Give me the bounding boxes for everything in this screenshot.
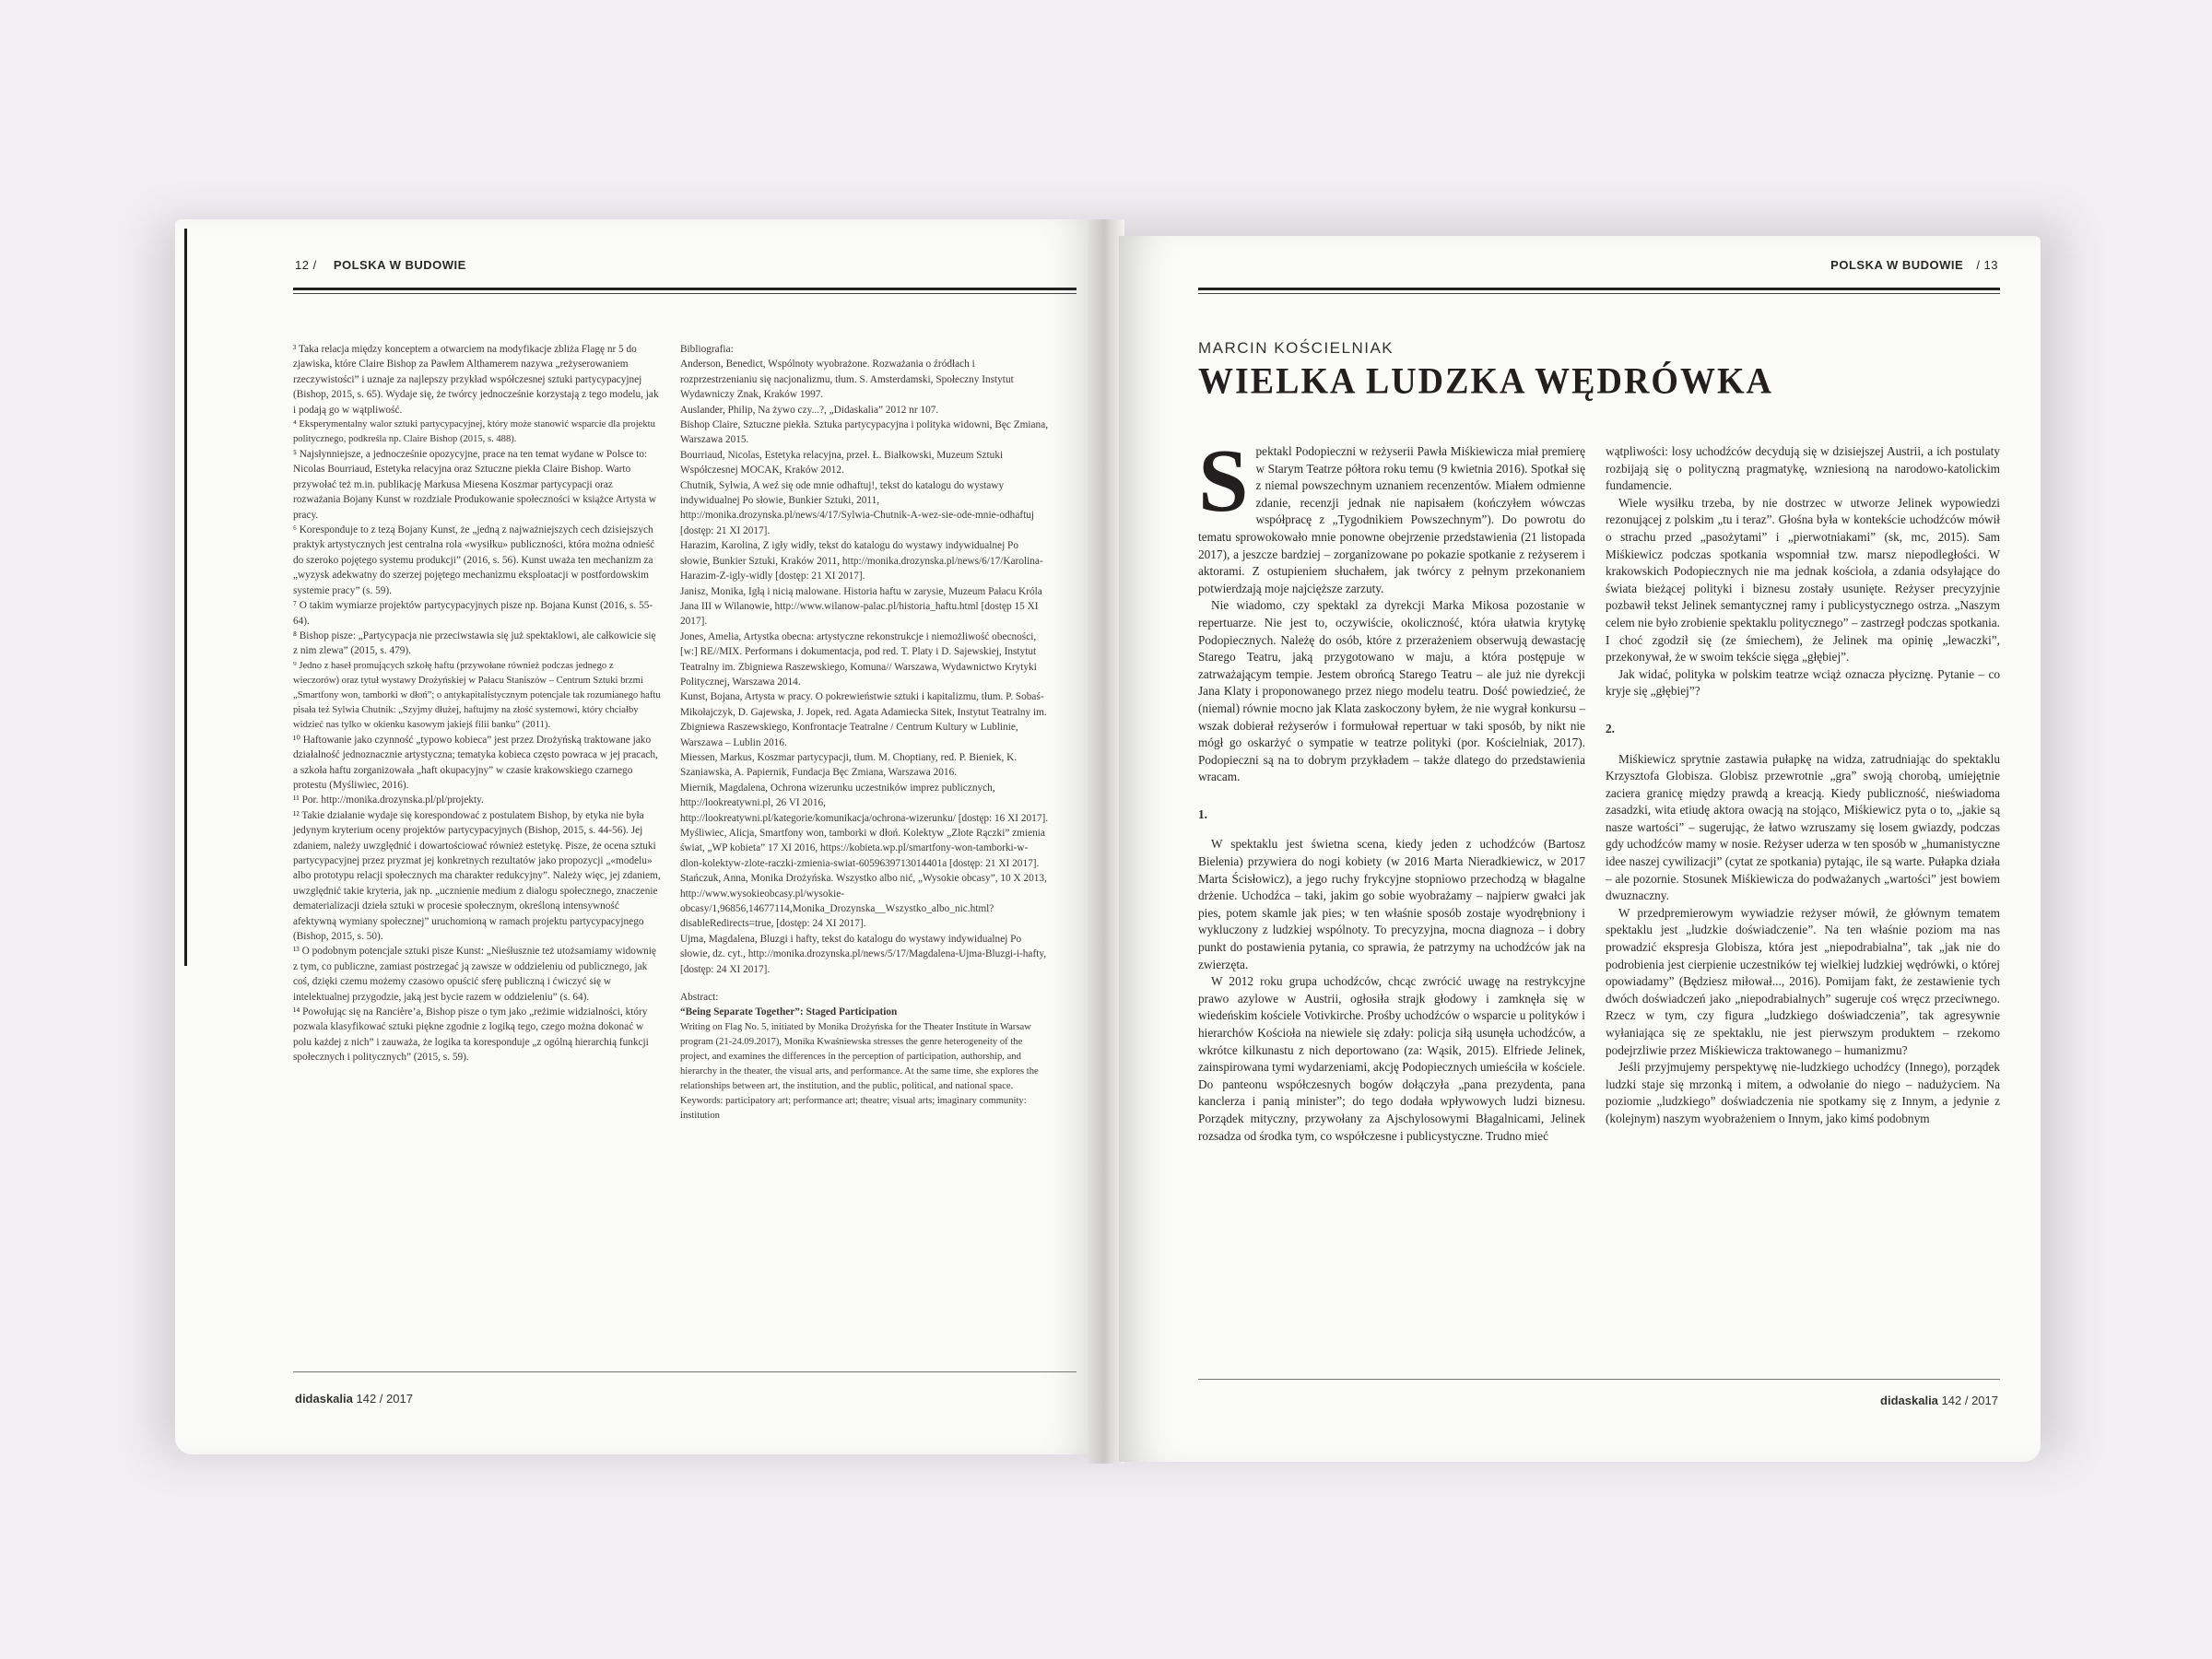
bibliography-entry: Miernik, Magdalena, Ochrona wizerunku uczestników imprez publicznych, http://lookreatywni.pl, 26 VI 2016, http://lookreatywni.pl/kategorie/komunikacja/ochrona-wizerunku/ [dostęp: 16 XI 2017]. xyxy=(680,782,1049,824)
footnote: ⁶ Koresponduje to z tezą Bojany Kunst, że „jedną z najważniejszych cech dzisiejszych praktyk artystycznych jest centralna rola «wysiłku» publiczności, która można odnieść do szeroko pojętego systemu produkcji” (2016, s. 56). Kunst uważa ten mechanizm za „wyzysk adekwatny do szerzej pojętego mechanizmu eksploatacji w postfordowskim systemie pracy” (s. 59). xyxy=(293,524,655,596)
paragraph: Jeśli przyjmujemy perspektywę nie-ludzkiego uchodźcy (Innego), porządek ludzki staje się mrzonką i mitem, a odwołanie do niego – nadużyciem. Na poziomie „ludzkiego” doświadczenia nie spotkamy się z Innym, a jedynie z (kolejnym) naszym wyobrażeniem o Innym, jako kimś podobnym xyxy=(1606,1060,2000,1125)
header-rule xyxy=(1198,288,2000,290)
footnote: ¹² Takie działanie wydaje się korespondować z postulatem Bishop, by etyka nie była jedynym kryterium oceny projektów partycypacyjnych (Bishop, 2015, s. 44-56). Jej zdaniem, należy uwzględnić i dowartościować również estetykę. Pisze, że ocena sztuki partycypacyjnej przez pryzmat jej konkretnych rezultatów jako propozycji „«modelu» albo prototypu relacji społecznych ma charakter redukcyjny”. Należy więc, jej zdaniem, uwzględnić takie kryteria, jak np. „ucznienie medium z dialogu społecznego, znaczenie dematerializacji dzieła sztuki w procesie społecznym, określoną intensywność afektywną wymiany społecznej” uruchomioną w ramach projektu partycypacyjnego (Bishop, 2015, s. 50). xyxy=(293,809,661,942)
abstract-title: “Being Separate Together”: Staged Participation xyxy=(680,1006,898,1018)
page-number: 12 / xyxy=(295,258,317,272)
footnote: ³ Taka relacja między konceptem a otwarciem na modyfikacje zbliża Flagę nr 5 do zjawiska, które Claire Bishop za Pawłem Althamerem nazywa „reżyserowaniem rzeczywistości” i uznaje za najlepszy przykład współczesnej sztuki partycypacyjnej (Bishop, 2015, s. 65). Wydaje się, że twórcy jednocześnie korzystają z tego modelu, jak i podają go w wątpliwość. xyxy=(293,344,659,416)
bibliography-entry: Chutnik, Sylwia, A weź się ode mnie odhaftuj!, tekst do katalogu do wystawy indywidualnej Po słowie, Bunkier Sztuki, 2011, http://monika.drozynska.pl/news/4/17/Sylwia-Chutnik-A-wez-sie-ode-mnie-odhaftuj [dostęp: 21 XI 2017]. xyxy=(680,479,1035,536)
bibliography-entry: Stańczuk, Anna, Monika Drożyńska. Wszystko albo nić, „Wysokie obcasy”, 10 X 2013, http://www.wysokieobcasy.pl/wysokie-obcasy/1,96856,14677114,Monika_Drozynska__Wszystko_albo_nic.html?disableRedirects=true, [dostęp: 24 XI 2017]. xyxy=(680,873,1047,930)
footer-right xyxy=(1880,1394,1998,1407)
bibliography-entry: Janisz, Monika, Igłą i nicią malowane. Historia haftu w zarysie, Muzeum Pałacu Króla Jana III w Wilanowie, http://www.wilanow-palac.pl/historia_haftu.html [dostęp 15 XI 2017]. xyxy=(680,585,1042,628)
footnote: ¹⁰ Haftowanie jako czynność „typowo kobieca” jest przez Drożyńską traktowane jako działalność jednoznacznie artystyczna; tematyka kobieca często powraca w jej pracach, a szkoła haftu zorganizowała „haft okupacyjny” w czasie krakowskiego czarnego protestu (Myśliwiec, 2016). xyxy=(293,734,658,791)
bibliography-entry: Miessen, Markus, Koszmar partycypacji, tłum. M. Choptiany, red. P. Bieniek, K. Szaniawska, A. Papiernik, Fundacja Bęc Zmiana, Warszawa 2016. xyxy=(680,751,1018,779)
bibliography-entry: Jones, Amelia, Artystka obecna: artystyczne rekonstrukcje i niemożliwość obecności, [w:] RE//MIX. Performans i dokumentacja, pod red. T. Platy i D. Sajewskiej, Instytut Teatralny im. Zbigniewa Raszewskiego, Komuna// Warszawa, Wydawnictwo Krytyki Politycznej, Warszawa 2014. xyxy=(680,630,1037,688)
journal-name: didaskalia xyxy=(1880,1394,1938,1407)
section-number: 1. xyxy=(1198,806,1207,821)
section-number: 2. xyxy=(1606,721,1615,735)
left-page xyxy=(175,219,1097,1454)
paragraph: pektakl Podopieczni w reżyserii Pawła Miśkiewicza miał premierę w Starym Teatrze półtora roku temu (9 kwietnia 2016). Spotkał się z niemal powszechnym uznaniem recenzentów. Miałem odmienne zdanie, recenzji jednak nie napisałem (kończyłem wówczas współpracę z „Tygodnikiem Powszechnym”). Do powrotu do tematu sprowokowało mnie ponowne obejrzenie przedstawienia (21 listopada 2017), a jeszcze bardziej – zorganizowane po pokazie spotkanie z reżyserem i aktorami. Z ostupieniem słuchałem, jak twórcy z pełnym przekonaniem potwierdzają moje najcięższe zarzuty. xyxy=(1198,444,1585,595)
running-header-right xyxy=(1830,258,1998,272)
footnote: ⁸ Bishop pisze: „Partycypacja nie przeciwstawia się już spektaklowi, ale całkowicie się z nim zlewa” (2015, s. 479). xyxy=(293,629,656,657)
right-page xyxy=(1119,236,2041,1462)
bibliography-entry: Anderson, Benedict, Wspólnoty wyobrażone. Rozważania o źródłach i rozprzestrzenianiu się nacjonalizmu, tłum. S. Amsterdamski, Społeczny Instytut Wydawniczy Znak, Kraków 1997. xyxy=(680,359,1014,401)
footnotes-column xyxy=(293,342,662,1065)
bibliography-entry: Bourriaud, Nicolas, Estetyka relacyjna, przeł. Ł. Białkowski, Muzeum Sztuki Współczesnej MOCAK, Kraków 2012. xyxy=(680,449,1004,477)
paragraph: wątpliwości: losy uchodźców decydują się w dzisiejszej Austrii, a ich postulaty rozbijają się o polityczną pragmatykę, wzniesioną na narodowo-katolickim fundamencie. xyxy=(1606,444,2000,493)
bibliography-entry: Bishop Claire, Sztuczne piekła. Sztuka partycypacyjna i polityka widowni, Bęc Zmiana, Warszawa 2015. xyxy=(680,419,1049,446)
article-column-2 xyxy=(1606,443,2000,1128)
paragraph: Nie wiadomo, czy spektakl za dyrekcji Marka Mikosa pozostanie w repertuarze. Nie jest to, oczywiście, okoliczność, która ułatwia krytykę Podopiecznych. Należę do osób, które z przerażeniem obserwują dewastację Starego Teatru, jaką przygotowano w maju, a która postępuje w zatrważającym tempie. Jestem obrońcą Starego Teatru – ale już nie dyrekcji Jana Klaty i proponowanego przez niego modelu teatru. Dość powiedzieć, że (niemal) równie mocno jak Klata zaskoczony byłem, że nie wygrał konkursu – wszak dobierał reżyserów i formułował repertuar w taki sposób, by nikt nie mógł go oskarżyć o sympatie w teatrze polityki (por. Kościelniak, 2017). Podopieczni są na to dobrym przykładem – także dlatego do przedstawienia wracam. xyxy=(1198,598,1585,784)
article-author: MARCIN KOŚCIELNIAK xyxy=(1198,339,1394,357)
footnote: ¹¹ Por. http://monika.drozynska.pl/pl/projekty. xyxy=(293,794,484,806)
issue-number: 142 / 2017 xyxy=(1941,1394,1998,1407)
paragraph: W spektaklu jest świetna scena, kiedy jeden z uchodźców (Bartosz Bielenia) przywiera do nogi kobiety (w 2016 Marta Nieradkiewicz, w 2017 Marta Ścisłowicz), a jego ruchy frykcyjne stopniowo przechodzą w błagalne drżenie. Uchodźca – taki, jakim go sobie wyobrażamy – najpierw gwałci jak pies, potem skamle jak pies; w ten właśnie sposób zostaje wyodrębniony i wykluczony z ludzkiej wspólnoty. To precyzyjna, mocna diagnoza – i dobry punkt do postawienia pytania, co sprawia, że patrzymy na uchodźców jak na zwierzęta. xyxy=(1198,837,1585,971)
header-rule xyxy=(293,288,1077,290)
bibliography-entry: Auslander, Philip, Na żywo czy...?, „Didaskalia” 2012 nr 107. xyxy=(680,404,939,416)
bibliography-column xyxy=(680,342,1049,1124)
bibliography-entry: Ujma, Magdalena, Bluzgi i hafty, tekst do katalogu do wystawy indywidualnej Po słowie, dz. cyt., http://monika.drozynska.pl/news/5/17/Magdalena-Ujma-Bluzgi-i-hafty, [dostęp: 24 XI 2017]. xyxy=(680,933,1047,975)
drop-cap: S xyxy=(1198,431,1249,531)
footnote: ¹³ O podobnym potencjale sztuki pisze Kunst: „Nieśłusznie też utożsamiamy widownię z tym, co publiczne, zamiast postrzegać ją zawsze w oddzieleniu od publicznego, jak coś, dzięki czemu możemy czasowo opuścić sferę publiczną i ćwiczyć się w intelektualnej przygodzie, jaką jest bycie razem w oddzieleniu” (s. 64). xyxy=(293,946,656,1003)
footnote: ⁷ O takim wymiarze projektów partycypacyjnych pisze np. Bojana Kunst (2016, s. 55-64). xyxy=(293,600,653,627)
journal-name: didaskalia xyxy=(295,1392,353,1406)
issue-number: 142 / 2017 xyxy=(356,1392,413,1406)
footnote: ⁹ Jedno z haseł promujących szkołę haftu (przywołane również podczas jednego z wieczorów) oraz tytuł wystawy Drożyńskiej w Pałacu Staniszów – Centrum Sztuki brzmi „Smartfony won, tamborki w dłoń”; o antykapitalistycznym potencjale tak rozumianego haftu pisała też Sylwia Chutnik: „Szyjmy dłużej, haftujmy na złość systemowi, który chciałby widzieć nas tylko w okienku kasowym jakiejś filii banku” (2011). xyxy=(293,660,661,730)
page-edge-line xyxy=(184,229,187,966)
bibliography-label: Bibliografia: xyxy=(680,344,734,355)
abstract-label: Abstract: xyxy=(680,992,719,1004)
footer-rule xyxy=(293,1371,1077,1372)
footnote: ¹⁴ Powołując się na Rancière’a, Bishop pisze o tym jako „reżimie widzialności, który pozwala klasyfikować sztuki piękne zgodnie z logiką tego, czego można dokonać w polu każdej z nich” i zauważa, że logika ta koresponduje „z ogólną hierarchią funkcji społecznych i politycznych” (2015, s. 59). xyxy=(293,1006,649,1064)
article-column-1 xyxy=(1198,431,1585,1145)
paragraph: Jak widać, polityka w polskim teatrze wciąż oznacza płyciznę. Pytanie – co kryje się „głębiej”? xyxy=(1606,666,2000,699)
footer-left xyxy=(295,1392,413,1406)
section-title: POLSKA W BUDOWIE xyxy=(1830,258,1964,272)
bibliography-entry: Myśliwiec, Alicja, Smartfony won, tamborki w dłoń. Kolektyw „Złote Rączki” zmienia świat, „WP kobieta” 17 XI 2016, https://kobieta.wp.pl/smartfony-won-tamborki-w-dlon-kolektyw-zlote-raczki-zmienia-swiat-6059639713014401a [dostęp: 21 XI 2017]. xyxy=(680,828,1045,869)
paragraph: W przedpremierowym wywiadzie reżyser mówił, że głównym tematem spektaklu jest „ludzkie doświadczenie”. Na ten właśnie poziom ma nas prowadzić ekspresja Globisza, która jest „niepodrabialna”, tak „jak nie do podrobienia jest cierpienie uczestników tej wielkiej ludzkiej wędrówki, o której opowiadamy” (Będziesz miłował..., 2016). Pomijam fakt, że zestawienie tych dwóch doświadczeń jako „niepodrabialnych” sugeruje coś wręcz przeciwnego. Rzecz w tym, czy figura „ludzkiego doświadczenia”, tak agresywnie wyłaniająca się ze spektaklu, nie jest pierwszym produktem – rzekomo podejrzliwie przez Miśkiewicza traktowanego – humanizmu? xyxy=(1606,905,2000,1057)
bibliography-entry: Harazim, Karolina, Z igły widły, tekst do katalogu do wystawy indywidualnej Po słowie, Bunkier Sztuki, Kraków 2011, http://monika.drozynska.pl/news/6/17/Karolina-Harazim-Z-igly-widly [dostęp: 21 XI 2017]. xyxy=(680,540,1043,582)
footnote: ⁴ Eksperymentalny walor sztuki partycypacyjnej, który może stanowić wsparcie dla projektu politycznego, podkreśla np. Claire Bishop (2015, s. 488). xyxy=(293,419,655,445)
footnote: ⁵ Najsłynniejsze, a jednocześnie opozycyjne, prace na ten temat wydane w Polsce to: Nicolas Bourriaud, Estetyka relacyjna oraz Sztuczne piekła Claire Bishop. Warto przywołać też m.in. publikację Markusa Miesena Koszmar partycypacji oraz rozważania Bojany Kunst w rozdziale Produkowanie społeczności w książce Artysta w pracy. xyxy=(293,449,657,521)
section-title: POLSKA W BUDOWIE xyxy=(333,258,466,272)
keywords: Keywords: participatory art; performance art; theatre; visual arts; imaginary community: institution xyxy=(680,1095,1027,1121)
paragraph: Miśkiewicz sprytnie zastawia pułapkę na widza, zatrudniając do spektaklu Krzysztofa Globisza. Globisz przewrotnie „gra” swoją chorobą, umiejętnie zaciera granicę między prawdą a kreacją. Kiedy publiczność, nieświadoma zasadzki, wita etiudę aktora owacją na stojąco, Miśkiewicz pyta o to, „jakie są nasze wartości” – sugerując, że łatwo wzruszamy się losem gwiazdy, podczas gdy uchodźców mamy w nosie. Reżyser uderza w ten sposób w „humanistyczne idee naszej cywilizacji” (cytat ze spotkania) pytając, ile są warte. Pułapka działa – ale pozornie. Stosunek Miśkiewicza do podważanych „wartości” jest bowiem dwuznaczny. xyxy=(1606,751,2000,903)
header-rule-thin xyxy=(1198,293,2000,294)
bibliography-entry: Kunst, Bojana, Artysta w pracy. O pokrewieństwie sztuki i kapitalizmu, tłum. P. Sobaś-Mikołajczyk, D. Gajewska, J. Jopek, red. Agata Adamiecka Sitek, Instytut Teatralny im. Zbigniewa Raszewskiego, Konfrontacje Teatralne / Centrum Kultury w Lublinie, Warszawa – Lublin 2016. xyxy=(680,691,1047,748)
running-header-left xyxy=(295,258,466,272)
paragraph: Wiele wysiłku trzeba, by nie dostrzec w utworze Jelinek wypowiedzi rezonującej z polskim „tu i teraz”. Głośna była w kontekście uchodźców mówił o strachu przed „pasożytami” i „pierwotniakami” (sk, mc, 2015). Sam Miśkiewicz podczas spotkania wspomniał tzw. marsz niepodległości. W krakowskich Podopiecznych nie ma jednak kościoła, a zdania odsyłające do świata bieżącej polityki i biznesu zostały usunięte. Reżyser precyzyjnie pozbawił tekst Jelinek semantycznej ramy i publicystycznego ostrza. „Naszym celem nie było zrobienie spektaklu politycznego” – zastrzegł podczas spotkania. I choć zgodził się (ze śmiechem), że Jelinek ma opinię „lewaczki”, przekonywał, że w swoim tekście sięga „głębiej”. xyxy=(1606,495,2000,665)
footer-rule xyxy=(1198,1379,2000,1380)
article-title: WIELKA LUDZKA WĘDRÓWKA xyxy=(1198,360,1773,403)
abstract-text: Writing on Flag No. 5, initiated by Monika Drożyńska for the Theater Institute in Warsaw program (21-24.09.2017), Monika Kwaśniewska stresses the genre heterogeneity of the project, and examines the differences in the perception of participation, authorship, and hierarchy in the theater, the visual arts, and performance. At the same time, she explores the relationships between art, the institution, and the public, political, and national space. xyxy=(680,1021,1039,1091)
paragraph: W 2012 roku grupa uchodźców, chcąc zwrócić uwagę na restrykcyjne prawo azylowe w Austrii, ogłosiła strajk głodowy i zamknęła się w wiedeńskim kościele Votivkirche. Prośby uchodźców o wsparcie u polityków i hierarchów Kościoła na niewiele się zdały: policja siłą usunęła uchodźców, a wkrótce kilkunastu z nich deportowano (za: Wąsik, 2015). Elfriede Jelinek, zainspirowana tymi wydarzeniami, akcję Podopiecznych umieściła w kościele. Do panteonu współczesnych bogów dołączyła „pana prezydenta, pana kanclerza i panią minister”; do tego dodała wpływowych ludzi biznesu. Porządek mityczny, przywołany za Ajschylosowymi Błagalnicami, Jelinek rozsadza od środka tym, co współczesne i publicystyczne. Trudno mieć xyxy=(1198,974,1585,1143)
page-number: / 13 xyxy=(1976,258,1998,272)
header-rule-thin xyxy=(293,293,1077,294)
